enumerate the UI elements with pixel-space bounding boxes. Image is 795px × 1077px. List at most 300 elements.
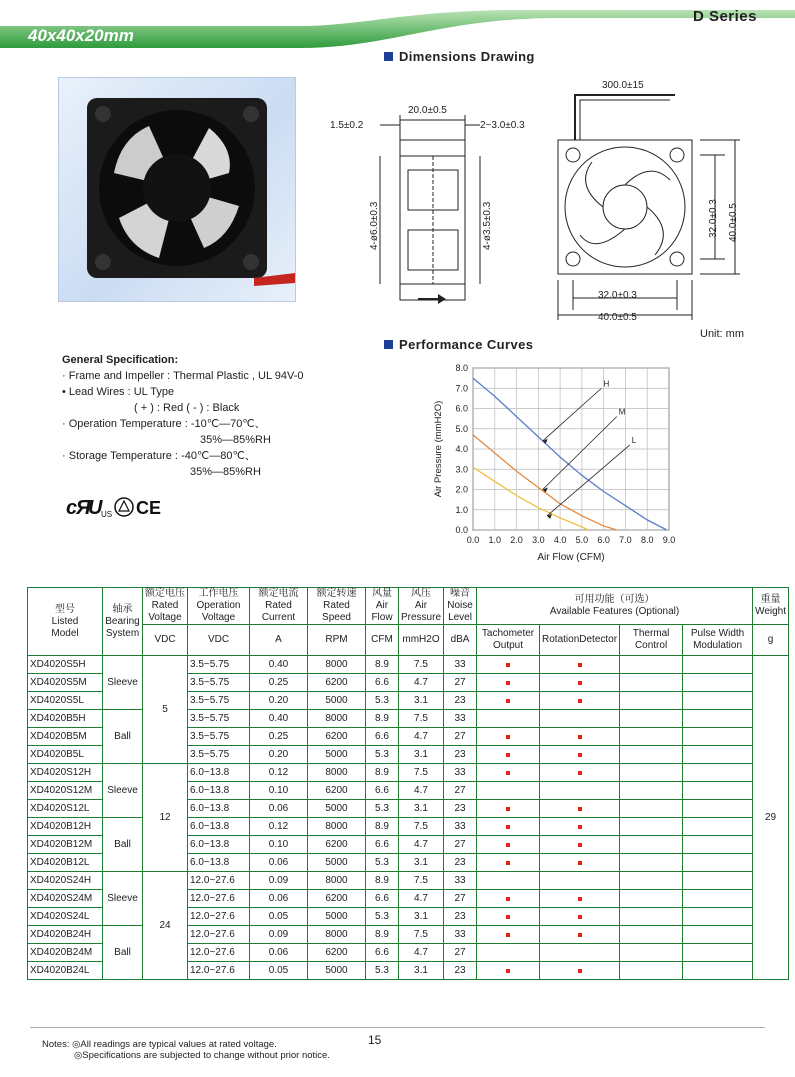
cell-rotation — [540, 746, 620, 764]
feature-dot-icon — [506, 807, 510, 811]
cell-pressure: 4.7 — [399, 674, 444, 692]
x-tick-label: 8.0 — [640, 535, 654, 545]
cell-thermal — [620, 800, 683, 818]
cell-tach — [477, 746, 540, 764]
cell-speed: 8000 — [308, 818, 366, 836]
table-row — [28, 764, 789, 782]
cell-current: 0.20 — [250, 692, 308, 710]
cell-model: XD4020S24H — [28, 872, 103, 890]
cell-current: 0.09 — [250, 926, 308, 944]
unit-speed: RPM — [308, 625, 366, 656]
spec-frame: · Frame and Impeller : Thermal Plastic , UL 94V-0 — [62, 370, 304, 382]
y-axis-title: Air Pressure (mmH2O) — [433, 400, 444, 498]
feature-dot-icon — [578, 933, 582, 937]
spec-op-humidity: 35%—85%RH — [200, 434, 271, 446]
feature-thermal: Thermal Control — [620, 625, 683, 656]
unit-flow: CFM — [366, 625, 399, 656]
cell-pwm — [683, 854, 753, 872]
cell-pressure: 7.5 — [399, 872, 444, 890]
cell-model: XD4020B24M — [28, 944, 103, 962]
cell-flow: 6.6 — [366, 782, 399, 800]
header-rated-voltage: 额定电压 Rated Voltage — [143, 588, 188, 625]
table-row — [28, 926, 789, 944]
cell-op-voltage: 6.0~13.8 — [188, 782, 250, 800]
x-tick-label: 5.0 — [575, 535, 589, 545]
y-tick-label: 6.0 — [455, 403, 468, 414]
cell-pressure: 7.5 — [399, 926, 444, 944]
cell-speed: 6200 — [308, 944, 366, 962]
cell-speed: 6200 — [308, 782, 366, 800]
performance-heading: Performance Curves — [384, 337, 533, 352]
x-tick-label: 4.0 — [553, 535, 567, 545]
cell-op-voltage: 6.0~13.8 — [188, 800, 250, 818]
cell-thermal — [620, 710, 683, 728]
cell-speed: 5000 — [308, 692, 366, 710]
cell-thermal — [620, 782, 683, 800]
cell-thermal — [620, 944, 683, 962]
cell-noise: 33 — [444, 818, 477, 836]
cell-op-voltage: 12.0~27.6 — [188, 944, 250, 962]
y-tick-label: 3.0 — [455, 464, 468, 475]
feature-dot-icon — [506, 771, 510, 775]
spec-storage-humidity: 35%—85%RH — [190, 466, 261, 478]
cell-speed: 8000 — [308, 710, 366, 728]
cell-current: 0.12 — [250, 764, 308, 782]
cell-op-voltage: 12.0~27.6 — [188, 890, 250, 908]
cell-bearing: Sleeve — [103, 872, 143, 926]
cell-pwm — [683, 674, 753, 692]
cell-pwm — [683, 944, 753, 962]
series-label: L — [631, 435, 637, 445]
svg-text:Я: Я — [76, 497, 91, 519]
cell-pressure: 7.5 — [399, 764, 444, 782]
feature-dot-icon — [578, 807, 582, 811]
spec-title: General Specification: — [62, 354, 179, 366]
cell-op-voltage: 12.0~27.6 — [188, 908, 250, 926]
cell-op-voltage: 3.5~5.75 — [188, 728, 250, 746]
cell-rated-voltage: 24 — [143, 872, 188, 980]
cell-noise: 23 — [444, 854, 477, 872]
cell-pressure: 3.1 — [399, 692, 444, 710]
cell-tach — [477, 926, 540, 944]
cell-pwm — [683, 908, 753, 926]
cell-op-voltage: 3.5~5.75 — [188, 674, 250, 692]
cell-model: XD4020B12L — [28, 854, 103, 872]
cell-tach — [477, 782, 540, 800]
cell-thermal — [620, 818, 683, 836]
cell-rated-voltage: 12 — [143, 764, 188, 872]
cell-tach — [477, 944, 540, 962]
cell-tach — [477, 674, 540, 692]
dim-v-40: 40.0±0.5 — [728, 203, 739, 242]
cell-op-voltage: 6.0~13.8 — [188, 764, 250, 782]
table-row — [28, 656, 789, 674]
cell-flow: 6.6 — [366, 728, 399, 746]
cell-tach — [477, 908, 540, 926]
table-row — [28, 710, 789, 728]
cell-pwm — [683, 800, 753, 818]
cell-thermal — [620, 692, 683, 710]
cell-model: XD4020B5L — [28, 746, 103, 764]
x-tick-label: 1.0 — [488, 535, 502, 545]
dim-2-3: 2~3.0±0.3 — [480, 120, 525, 131]
cell-model: XD4020S5H — [28, 656, 103, 674]
feature-dot-icon — [578, 771, 582, 775]
cell-op-voltage: 6.0~13.8 — [188, 836, 250, 854]
cell-flow: 6.6 — [366, 836, 399, 854]
cell-model: XD4020S12L — [28, 800, 103, 818]
cell-speed: 6200 — [308, 674, 366, 692]
square-bullet-icon — [384, 52, 393, 61]
feature-dot-icon — [578, 825, 582, 829]
note-2: ◎Specifications are subjected to change without prior notice. — [74, 1050, 330, 1061]
cell-tach — [477, 890, 540, 908]
cell-thermal — [620, 746, 683, 764]
feature-dot-icon — [578, 681, 582, 685]
cell-pwm — [683, 710, 753, 728]
y-tick-label: 2.0 — [455, 484, 468, 495]
cell-thermal — [620, 872, 683, 890]
cell-current: 0.40 — [250, 656, 308, 674]
square-bullet-icon — [384, 340, 393, 349]
cell-pressure: 7.5 — [399, 656, 444, 674]
unit-pressure: mmH2O — [399, 625, 444, 656]
cell-op-voltage: 3.5~5.75 — [188, 692, 250, 710]
cell-rotation — [540, 782, 620, 800]
note-1: Notes: ◎All readings are typical values at rated voltage. — [42, 1039, 277, 1050]
header-pressure: 风压 Air Pressure — [399, 588, 444, 625]
cell-model: XD4020B12H — [28, 818, 103, 836]
cell-noise: 27 — [444, 782, 477, 800]
cell-pwm — [683, 764, 753, 782]
cell-bearing: Ball — [103, 818, 143, 872]
cell-rotation — [540, 710, 620, 728]
cell-pressure: 4.7 — [399, 782, 444, 800]
cell-flow: 8.9 — [366, 872, 399, 890]
size-title: 40x40x20mm — [28, 26, 134, 45]
cell-noise: 23 — [444, 908, 477, 926]
y-tick-label: 4.0 — [455, 444, 468, 454]
cell-op-voltage: 12.0~27.6 — [188, 872, 250, 890]
x-tick-label: 2.0 — [510, 535, 523, 545]
dim-v-32: 32.0±0.3 — [708, 199, 719, 238]
unit-weight: g — [753, 625, 789, 656]
cell-speed: 5000 — [308, 908, 366, 926]
cell-flow: 8.9 — [366, 710, 399, 728]
cell-pressure: 7.5 — [399, 818, 444, 836]
cell-tach — [477, 800, 540, 818]
x-tick-label: 0.0 — [466, 535, 480, 545]
cell-noise: 33 — [444, 926, 477, 944]
cell-op-voltage: 6.0~13.8 — [188, 818, 250, 836]
cell-pressure: 3.1 — [399, 908, 444, 926]
dim-width-20: 20.0±0.5 — [408, 105, 447, 116]
cell-thermal — [620, 764, 683, 782]
svg-text:c: c — [66, 497, 78, 519]
cell-pwm — [683, 692, 753, 710]
feature-dot-icon — [578, 735, 582, 739]
cell-tach — [477, 656, 540, 674]
cell-rotation — [540, 764, 620, 782]
dim-1-5: 1.5±0.2 — [330, 120, 364, 131]
cell-current: 0.05 — [250, 908, 308, 926]
series-label: H — [603, 379, 610, 389]
feature-dot-icon — [506, 861, 510, 865]
cell-model: XD4020S24M — [28, 890, 103, 908]
cell-model: XD4020B5M — [28, 728, 103, 746]
cell-rotation — [540, 944, 620, 962]
cell-current: 0.10 — [250, 836, 308, 854]
cell-model: XD4020S5M — [28, 674, 103, 692]
cell-noise: 23 — [444, 800, 477, 818]
cell-pwm — [683, 962, 753, 980]
svg-text:CE: CE — [136, 498, 162, 518]
cell-tach — [477, 710, 540, 728]
header-model: 型号 Listed Model — [28, 588, 103, 656]
cell-thermal — [620, 890, 683, 908]
cell-rotation — [540, 692, 620, 710]
cell-noise: 23 — [444, 962, 477, 980]
cell-speed: 8000 — [308, 926, 366, 944]
cell-speed: 6200 — [308, 890, 366, 908]
cell-tach — [477, 764, 540, 782]
cell-op-voltage: 12.0~27.6 — [188, 926, 250, 944]
x-tick-label: 7.0 — [619, 535, 632, 545]
cell-op-voltage: 3.5~5.75 — [188, 656, 250, 674]
cell-flow: 5.3 — [366, 854, 399, 872]
cell-pwm — [683, 872, 753, 890]
dim-cable: 300.0±15 — [602, 80, 644, 91]
cell-rotation — [540, 800, 620, 818]
y-tick-label: 1.0 — [455, 504, 468, 515]
cell-current: 0.06 — [250, 890, 308, 908]
cell-pwm — [683, 890, 753, 908]
cell-weight: 29 — [753, 656, 789, 980]
cell-pressure: 4.7 — [399, 944, 444, 962]
cell-pressure: 3.1 — [399, 800, 444, 818]
x-tick-label: 3.0 — [532, 535, 545, 545]
cell-tach — [477, 836, 540, 854]
feature-dot-icon — [506, 969, 510, 973]
cell-current: 0.06 — [250, 854, 308, 872]
cell-flow: 5.3 — [366, 746, 399, 764]
cell-noise: 27 — [444, 890, 477, 908]
cell-op-voltage: 3.5~5.75 — [188, 746, 250, 764]
cell-current: 0.06 — [250, 800, 308, 818]
spec-lead: • Lead Wires : UL Type — [62, 386, 175, 398]
cell-rotation — [540, 926, 620, 944]
feature-dot-icon — [578, 861, 582, 865]
feature-dot-icon — [506, 825, 510, 829]
cell-speed: 5000 — [308, 962, 366, 980]
y-tick-label: 8.0 — [455, 363, 468, 373]
dim-h-40: 40.0±0.5 — [598, 312, 637, 323]
header-weight: 重量 Weight — [753, 588, 789, 625]
cell-rotation — [540, 962, 620, 980]
cell-tach — [477, 728, 540, 746]
footer-notes — [42, 1039, 330, 1061]
header-bearing: 轴承 Bearing System — [103, 588, 143, 656]
cell-speed: 5000 — [308, 800, 366, 818]
cell-rotation — [540, 836, 620, 854]
cell-flow: 6.6 — [366, 674, 399, 692]
cell-current: 0.25 — [250, 674, 308, 692]
feature-dot-icon — [578, 699, 582, 703]
feature-dot-icon — [578, 915, 582, 919]
cell-tach — [477, 962, 540, 980]
dim-hole-35: 4-ø3.5±0.3 — [482, 201, 493, 250]
header-speed: 额定转速 Rated Speed — [308, 588, 366, 625]
cell-model: XD4020B24H — [28, 926, 103, 944]
cell-pwm — [683, 836, 753, 854]
cell-bearing: Ball — [103, 710, 143, 764]
table-row — [28, 872, 789, 890]
dimensions-heading: Dimensions Drawing — [384, 49, 535, 64]
cell-rotation — [540, 728, 620, 746]
cell-pwm — [683, 926, 753, 944]
cell-thermal — [620, 836, 683, 854]
cell-model: XD4020S12H — [28, 764, 103, 782]
cell-pressure: 3.1 — [399, 746, 444, 764]
feature-dot-icon — [506, 699, 510, 703]
cell-current: 0.10 — [250, 782, 308, 800]
dim-hole-6: 4-ø6.0±0.3 — [369, 201, 380, 250]
cell-pwm — [683, 728, 753, 746]
footer-divider — [30, 1027, 765, 1028]
cell-noise: 27 — [444, 728, 477, 746]
cell-current: 0.09 — [250, 872, 308, 890]
svg-text:US: US — [101, 510, 113, 519]
feature-dot-icon — [506, 681, 510, 685]
performance-chart — [425, 358, 685, 573]
cell-current: 0.12 — [250, 818, 308, 836]
y-tick-label: 7.0 — [455, 383, 468, 394]
cell-flow: 8.9 — [366, 926, 399, 944]
feature-dot-icon — [506, 915, 510, 919]
cert-logos — [66, 495, 162, 524]
cell-speed: 8000 — [308, 656, 366, 674]
cell-flow: 8.9 — [366, 764, 399, 782]
cell-pwm — [683, 818, 753, 836]
cell-rotation — [540, 656, 620, 674]
cell-thermal — [620, 854, 683, 872]
header-op-voltage: 工作电压 Operation Voltage — [188, 588, 250, 625]
x-axis-title: Air Flow (CFM) — [537, 552, 605, 563]
series-label: M — [618, 407, 626, 417]
cell-noise: 23 — [444, 692, 477, 710]
cell-pressure: 4.7 — [399, 890, 444, 908]
cell-rotation — [540, 890, 620, 908]
unit-label: Unit: mm — [700, 328, 744, 340]
feature-dot-icon — [578, 969, 582, 973]
cell-rotation — [540, 908, 620, 926]
spec-lead-colors: ( + ) : Red ( - ) : Black — [134, 402, 240, 414]
cell-noise: 33 — [444, 764, 477, 782]
dim-h-32: 32.0±0.3 — [598, 290, 637, 301]
spec-table — [27, 587, 789, 980]
cell-thermal — [620, 656, 683, 674]
feature-pwm: Pulse Width Modulation — [683, 625, 753, 656]
cell-flow: 5.3 — [366, 692, 399, 710]
y-tick-label: 0.0 — [455, 525, 468, 535]
x-tick-label: 6.0 — [597, 535, 610, 545]
feature-dot-icon — [506, 735, 510, 739]
cell-speed: 6200 — [308, 836, 366, 854]
header-features: 可用功能（可选） Available Features (Optional) — [477, 588, 753, 625]
cell-flow: 6.6 — [366, 890, 399, 908]
cell-thermal — [620, 926, 683, 944]
feature-dot-icon — [506, 843, 510, 847]
cell-pressure: 3.1 — [399, 962, 444, 980]
cell-op-voltage: 6.0~13.8 — [188, 854, 250, 872]
cell-rotation — [540, 818, 620, 836]
feature-dot-icon — [506, 897, 510, 901]
cell-pwm — [683, 782, 753, 800]
cell-flow: 5.3 — [366, 962, 399, 980]
product-photo — [58, 77, 296, 302]
svg-text:U: U — [88, 497, 103, 519]
cell-flow: 8.9 — [366, 818, 399, 836]
unit-rated-voltage: VDC — [143, 625, 188, 656]
cell-thermal — [620, 728, 683, 746]
cell-pressure: 3.1 — [399, 854, 444, 872]
general-spec — [62, 352, 362, 480]
cell-model: XD4020S5L — [28, 692, 103, 710]
cell-op-voltage: 12.0~27.6 — [188, 962, 250, 980]
feature-dot-icon — [578, 753, 582, 757]
cell-current: 0.06 — [250, 944, 308, 962]
cell-rated-voltage: 5 — [143, 656, 188, 764]
cell-current: 0.20 — [250, 746, 308, 764]
feature-rotation: RotationDetector — [540, 625, 620, 656]
cell-rotation — [540, 872, 620, 890]
spec-op-temp: · Operation Temperature : -10℃—70℃、 — [62, 418, 266, 430]
cell-thermal — [620, 908, 683, 926]
cell-model: XD4020S24L — [28, 908, 103, 926]
cell-bearing: Sleeve — [103, 764, 143, 818]
cell-noise: 27 — [444, 944, 477, 962]
cell-tach — [477, 692, 540, 710]
cell-model: XD4020S12M — [28, 782, 103, 800]
cell-tach — [477, 872, 540, 890]
cell-flow: 8.9 — [366, 656, 399, 674]
cell-noise: 23 — [444, 746, 477, 764]
cell-noise: 33 — [444, 872, 477, 890]
cell-flow: 5.3 — [366, 908, 399, 926]
cell-flow: 6.6 — [366, 944, 399, 962]
cell-thermal — [620, 674, 683, 692]
cell-noise: 27 — [444, 674, 477, 692]
cell-tach — [477, 818, 540, 836]
cell-flow: 5.3 — [366, 800, 399, 818]
cell-current: 0.05 — [250, 962, 308, 980]
cell-pwm — [683, 656, 753, 674]
feature-dot-icon — [578, 843, 582, 847]
cell-op-voltage: 3.5~5.75 — [188, 710, 250, 728]
cell-bearing: Sleeve — [103, 656, 143, 710]
cell-noise: 33 — [444, 656, 477, 674]
cell-model: XD4020B24L — [28, 962, 103, 980]
cell-thermal — [620, 962, 683, 980]
cell-current: 0.25 — [250, 728, 308, 746]
cell-model: XD4020B12M — [28, 836, 103, 854]
cell-speed: 5000 — [308, 746, 366, 764]
cell-speed: 8000 — [308, 764, 366, 782]
header-current: 额定电流 Rated Current — [250, 588, 308, 625]
unit-current: A — [250, 625, 308, 656]
cell-speed: 8000 — [308, 872, 366, 890]
page-number: 15 — [368, 1033, 382, 1047]
